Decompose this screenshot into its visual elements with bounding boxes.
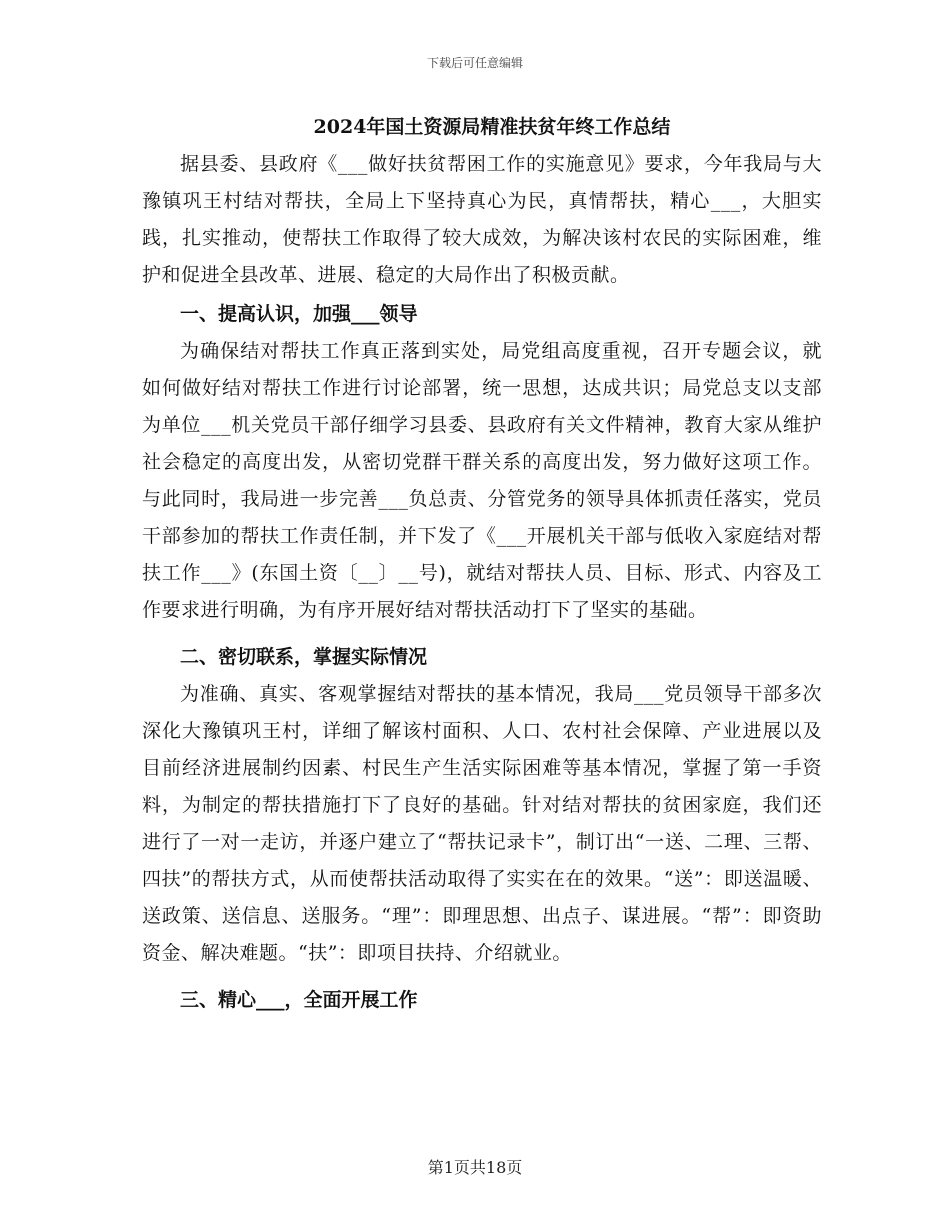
page-number: 第1页共18页 (427, 1158, 523, 1177)
document-body (142, 112, 822, 1019)
document-title: 2024年国土资源局精准扶贫年终工作总结 (313, 116, 671, 138)
section-2-heading: 二、密切联系，掌握实际情况 (180, 646, 428, 668)
section-3-heading: 三、精心___，全面开展工作 (180, 989, 418, 1011)
intro-paragraph: 据县委、县政府《___做好扶贫帮困工作的实施意见》要求，今年我局与大豫镇巩王村结对帮扶，全局上下坚持真心为民，真情帮扶，精心___，大胆实践，扎实推动，使帮扶工作取得了较大成效，为解决该村农民的实际困难，维护和促进全县改革、进展、稳定的大局作出了积极贡献。 (142, 153, 822, 286)
section-1-paragraph: 为确保结对帮扶工作真正落到实处，局党组高度重视，召开专题会议，就如何做好结对帮扶工作进行讨论部署，统一思想，达成共识；局党总支以支部为单位___机关党员干部仔细学习县委、县政府有关文件精神，教育大家从维护社会稳定的高度出发，从密切党群干群关系的高度出发，努力做好这项工作。与此同时，我局进一步完善___负总责、分管党务的领导具体抓责任落实，党员干部参加的帮扶工作责任制，并下发了《___开展机关干部与低收入家庭结对帮扶工作___》(东国土资〔__〕__号)，就结对帮扶人员、目标、形式、内容及工作要求进行明确，为有序开展好结对帮扶活动打下了坚实的基础。 (142, 340, 822, 621)
page-header: 下载后可任意编辑 (426, 56, 523, 70)
section-2-paragraph: 为准确、真实、客观掌握结对帮扶的基本情况，我局___党员领导干部多次深化大豫镇巩王村，详细了解该村面积、人口、农村社会保障、产业进展以及目前经济进展制约因素、村民生产生活实际困难等基本情况，掌握了第一手资料，为制定的帮扶措施打下了良好的基础。针对结对帮扶的贫困家庭，我们还进行了一对一走访，并逐户建立了“帮扶记录卡”，制订出“一送、二理、三帮、四扶”的帮扶方式，从而使帮扶活动取得了实实在在的效果。“送”：即送温暖、送政策、送信息、送服务。“理”：即理思想、出点子、谋进展。“帮”：即资助资金、解决难题。“扶”：即项目扶持、介绍就业。 (142, 683, 822, 964)
section-1-heading: 一、提高认识，加强___领导 (180, 303, 418, 325)
